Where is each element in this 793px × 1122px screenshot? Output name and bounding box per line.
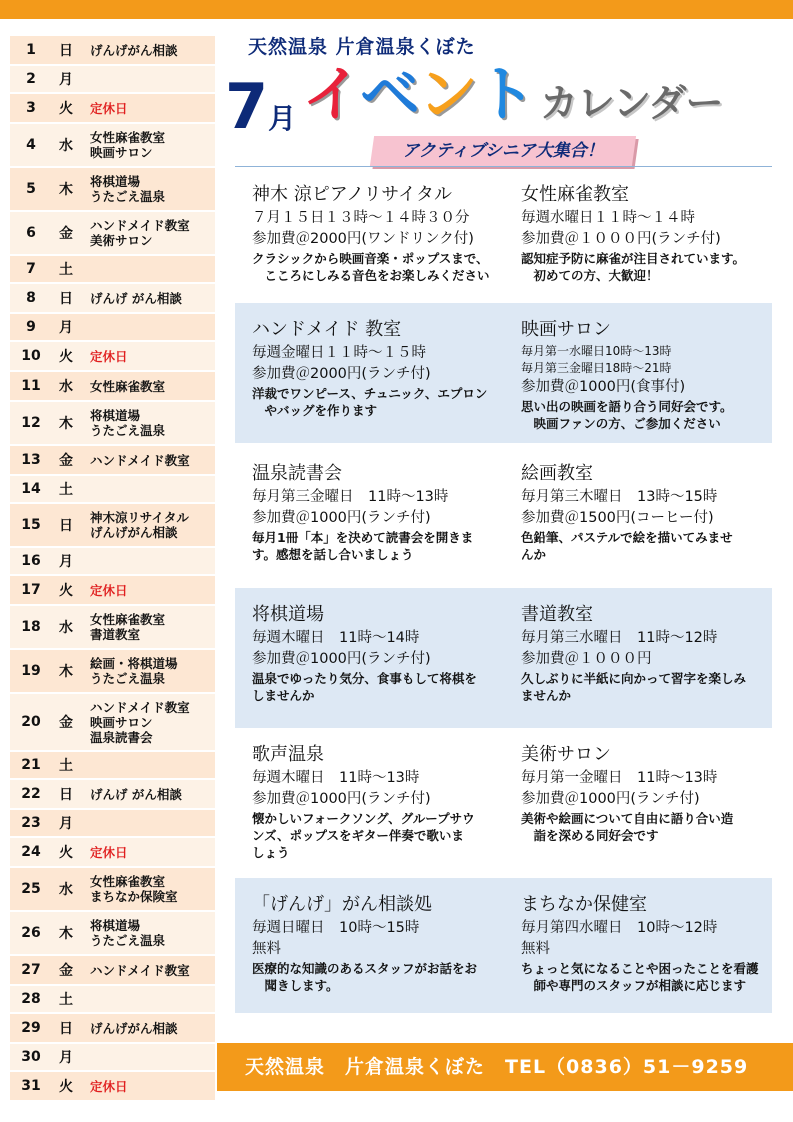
day-number: 27 [21, 962, 41, 978]
day-weekday: 木 [59, 664, 73, 680]
day-weekday: 火 [59, 845, 73, 861]
day-number: 23 [21, 815, 41, 831]
day-events [80, 694, 215, 750]
event-detail: 参加費＠1000円(ランチ付) [521, 791, 700, 807]
event-description: 懐かしいフォークソング、グループサウ [252, 811, 475, 826]
day-number: 15 [21, 517, 41, 533]
event-block [235, 878, 772, 1013]
day-events [80, 446, 215, 474]
event-detail: 無料 [521, 941, 550, 957]
event-description: しませんか [252, 688, 315, 703]
day-event-line: 定休日 [90, 844, 128, 860]
event-detail: 参加費＠1500円(コーヒー付) [521, 510, 714, 526]
event-detail: 毎週水曜日１１時～１４時 [521, 210, 695, 226]
day-event-line: 映画サロン [90, 145, 153, 160]
title-char: ン [418, 60, 476, 130]
event-detail: 参加費＠1000円(ランチ付) [252, 651, 431, 667]
banner-text: アクティブシニア大集合！ [402, 141, 604, 161]
day-event-line: 絵画・将棋道場 [90, 656, 178, 671]
day-event-line: 定休日 [90, 582, 128, 598]
day-number: 26 [21, 925, 41, 941]
event-detail: 毎月第三水曜日 11時～12時 [521, 630, 718, 646]
event-description: 詣を深める同好会です [521, 828, 659, 843]
calendar-row [10, 66, 215, 92]
calendar-row [10, 912, 215, 954]
day-event-line: 定休日 [90, 1078, 128, 1094]
day-number: 9 [26, 319, 36, 335]
footer-contact: 天然温泉 片倉温泉くぼた TEL（0836）51－9259 [245, 1056, 749, 1078]
calendar-row [10, 810, 215, 836]
calendar-row [10, 548, 215, 574]
event-card [252, 182, 507, 284]
event-card [252, 317, 507, 419]
event-detail: ７月１５日１３時～１４時３０分 [252, 210, 470, 226]
event-card [521, 182, 771, 284]
day-event-line: 定休日 [90, 348, 128, 364]
event-detail: 参加費＠2000円(ワンドリンク付) [252, 231, 474, 247]
day-weekday: 月 [59, 320, 73, 336]
event-card [521, 317, 771, 432]
day-events [80, 124, 215, 166]
event-description: 色鉛筆、パステルで絵を描いてみませ [521, 530, 733, 545]
day-number: 21 [21, 757, 41, 773]
event-name: 将棋道場 [252, 604, 324, 625]
day-events [80, 212, 215, 254]
day-weekday: 火 [59, 101, 73, 117]
calendar-list [10, 36, 215, 1102]
day-events [80, 752, 215, 778]
day-events [80, 476, 215, 502]
day-event-line: げんげがん相談 [90, 525, 178, 540]
calendar-row [10, 212, 215, 254]
event-description: ませんか [521, 688, 572, 703]
event-description: 認知症予防に麻雀が注目されています。 [521, 251, 746, 266]
day-number: 17 [21, 582, 41, 598]
event-description: 毎月1冊「本」を決めて読書会を開きま [252, 530, 474, 545]
month-unit: 月 [268, 102, 297, 135]
day-event-line: うたごえ温泉 [90, 933, 166, 948]
day-weekday: 水 [59, 882, 73, 898]
calendar-row [10, 1072, 215, 1100]
day-weekday: 月 [59, 554, 73, 570]
day-events [80, 256, 215, 282]
day-weekday: 日 [59, 43, 73, 59]
day-weekday: 日 [59, 291, 73, 307]
day-events [80, 912, 215, 954]
day-number: 5 [26, 181, 36, 197]
event-detail: 無料 [252, 941, 281, 957]
day-number: 12 [21, 415, 41, 431]
event-description: 思い出の映画を語り合う同好会です。 [521, 399, 733, 414]
event-name: 書道教室 [521, 604, 593, 625]
day-events [80, 284, 215, 312]
day-events [80, 36, 215, 64]
event-card [252, 602, 507, 704]
event-name: 美術サロン [521, 744, 611, 765]
calendar-row [10, 956, 215, 984]
event-description: 久しぶりに半紙に向かって習字を楽しみ [521, 671, 747, 686]
day-number: 4 [26, 137, 36, 153]
day-event-line: 美術サロン [90, 233, 153, 248]
day-event-line: 将棋道場 [90, 174, 141, 189]
event-description: 聞きします。 [252, 978, 339, 993]
calendar-row [10, 124, 215, 166]
event-description: んか [521, 547, 547, 562]
event-card [252, 461, 507, 563]
day-number: 31 [21, 1078, 41, 1094]
event-block [235, 588, 772, 728]
day-events [80, 94, 215, 122]
day-number: 28 [21, 991, 41, 1007]
day-number: 16 [21, 553, 41, 569]
day-events [80, 1014, 215, 1042]
event-name: 温泉読書会 [252, 463, 342, 484]
calendar-row [10, 476, 215, 502]
calendar-row [10, 752, 215, 778]
day-number: 14 [21, 481, 41, 497]
day-weekday: 月 [59, 72, 73, 88]
calendar-row [10, 694, 215, 750]
calendar-row [10, 606, 215, 648]
day-event-line: 女性麻雀教室 [90, 378, 166, 394]
day-events [80, 402, 215, 444]
calendar-row [10, 168, 215, 210]
header-subtitle: 天然温泉 片倉温泉くぼた [248, 36, 476, 58]
day-number: 7 [26, 261, 36, 277]
day-number: 18 [21, 619, 41, 635]
day-events [80, 868, 215, 910]
event-block [235, 303, 772, 443]
day-number: 10 [21, 348, 41, 364]
day-weekday: 木 [59, 416, 73, 432]
day-events [80, 838, 215, 866]
day-event-line: 将棋道場 [90, 408, 141, 423]
day-weekday: 水 [59, 138, 73, 154]
day-number: 24 [21, 844, 41, 860]
day-weekday: 月 [59, 816, 73, 832]
event-card [521, 892, 771, 994]
day-event-line: ハンドメイド教室 [90, 218, 190, 233]
day-weekday: 水 [59, 379, 73, 395]
event-description: す。感想を話し合いましょう [252, 547, 414, 562]
day-number: 1 [26, 42, 36, 58]
event-description: 師や専門のスタッフが相談に応じます [521, 978, 747, 993]
event-name: 絵画教室 [521, 463, 593, 484]
day-number: 30 [21, 1049, 41, 1065]
title-char: ベ [360, 60, 418, 130]
calendar-row [10, 504, 215, 546]
day-event-line: ハンドメイド教室 [90, 452, 190, 468]
event-description: 医療的な知識のあるスタッフがお話をお [252, 961, 478, 976]
event-detail: 参加費＠1000円(ランチ付) [252, 510, 431, 526]
event-description: 温泉でゆったり気分、食事もして将棋を [252, 671, 477, 686]
day-events [80, 810, 215, 836]
day-event-line: 将棋道場 [90, 918, 141, 933]
event-block [235, 730, 772, 870]
event-detail: 毎週木曜日 11時～13時 [252, 770, 420, 786]
day-number: 13 [21, 452, 41, 468]
event-detail: 参加費＠2000円(ランチ付) [252, 366, 431, 382]
day-weekday: 木 [59, 182, 73, 198]
calendar-row [10, 1044, 215, 1070]
day-events [80, 66, 215, 92]
event-detail: 参加費＠1000円(ランチ付) [252, 791, 431, 807]
event-description: クラシックから映画音楽・ポップスまで、 [252, 251, 489, 266]
event-description: ちょっと気になることや困ったことを看護 [521, 961, 759, 976]
event-description: 美術や絵画について自由に語り合い造 [521, 811, 734, 826]
day-event-line: 映画サロン [90, 714, 153, 730]
event-detail: 毎月第三木曜日 13時～15時 [521, 489, 718, 505]
day-events [80, 606, 215, 648]
day-weekday: 日 [59, 787, 73, 803]
day-number: 29 [21, 1020, 41, 1036]
day-number: 6 [26, 225, 36, 241]
event-card [252, 892, 507, 994]
day-event-line: ハンドメイド教室 [90, 962, 190, 978]
day-number: 2 [26, 71, 36, 87]
event-card [521, 602, 771, 704]
event-card [521, 461, 771, 563]
event-schedule: 毎月第三金曜日18時～21時 [521, 361, 672, 375]
event-description: 初めての方、大歓迎！ [521, 268, 659, 283]
calendar-row [10, 650, 215, 692]
event-block [235, 170, 772, 295]
top-accent-bar [0, 0, 793, 19]
calendar-row [10, 284, 215, 312]
day-weekday: 月 [59, 1050, 73, 1066]
calendar-row [10, 372, 215, 400]
day-event-line: 温泉読書会 [90, 729, 153, 745]
event-name: まちなか保健室 [521, 894, 647, 915]
event-fee: 参加費＠1000円(食事付) [521, 379, 686, 395]
day-number: 8 [26, 290, 36, 306]
day-number: 25 [21, 881, 41, 897]
event-detail: 毎月第三金曜日 11時～13時 [252, 489, 449, 505]
day-event-line: ハンドメイド教室 [90, 699, 190, 715]
day-weekday: 水 [59, 620, 73, 636]
event-description: やバッグを作ります [252, 403, 378, 418]
calendar-row [10, 838, 215, 866]
day-event-line: げんげがん相談 [90, 42, 178, 58]
title-char: イ [302, 60, 360, 130]
calendar-row [10, 94, 215, 122]
day-events [80, 576, 215, 604]
day-event-line: うたごえ温泉 [90, 671, 166, 686]
day-events [80, 504, 215, 546]
event-card [521, 742, 771, 844]
day-number: 19 [21, 663, 41, 679]
event-description: 映画ファンの方、ご参加ください [521, 416, 721, 431]
calendar-row [10, 868, 215, 910]
title-char: ト [476, 60, 534, 130]
day-event-line: 神木涼リサイタル [90, 510, 189, 525]
day-event-line: げんげ がん相談 [90, 290, 182, 306]
event-description: しょう [252, 845, 290, 860]
day-weekday: 金 [59, 715, 73, 731]
day-events [80, 342, 215, 370]
day-event-line: げんげがん相談 [90, 1020, 178, 1036]
event-description: こころにしみる音色をお楽しみください [252, 268, 490, 283]
day-number: 3 [26, 100, 36, 116]
event-description: 洋裁でワンピース、チュニック、エプロン [252, 386, 488, 401]
day-event-line: 定休日 [90, 100, 128, 116]
event-detail: 毎週木曜日 11時～14時 [252, 630, 420, 646]
event-description: ンズ、ポップスをギター伴奏で歌いま [252, 828, 464, 843]
day-weekday: 土 [59, 992, 73, 1008]
day-weekday: 金 [59, 453, 73, 469]
day-weekday: 火 [59, 349, 73, 365]
event-name: 「げんげ」がん相談処 [252, 894, 432, 915]
event-title [302, 62, 534, 128]
event-detail: 毎週金曜日１１時～１５時 [252, 345, 426, 361]
event-detail: 毎月第一金曜日 11時～13時 [521, 770, 718, 786]
day-weekday: 火 [59, 1079, 73, 1095]
day-event-line: げんげ がん相談 [90, 786, 182, 802]
event-name: 女性麻雀教室 [521, 184, 629, 205]
day-events [80, 314, 215, 340]
event-detail: 参加費＠１０００円(ランチ付) [521, 231, 721, 247]
event-schedule: 毎月第一水曜日10時～13時 [521, 344, 672, 358]
event-name: 歌声温泉 [252, 744, 324, 765]
day-weekday: 金 [59, 226, 73, 242]
day-event-line: うたごえ温泉 [90, 423, 166, 438]
event-name: ハンドメイド 教室 [252, 319, 402, 340]
day-events [80, 780, 215, 808]
day-events [80, 956, 215, 984]
day-event-line: 女性麻雀教室 [90, 130, 166, 145]
month-number: 7 [225, 70, 269, 143]
day-weekday: 火 [59, 583, 73, 599]
day-weekday: 土 [59, 482, 73, 498]
day-events [80, 650, 215, 692]
calendar-row [10, 986, 215, 1012]
event-detail: 参加費＠１０００円 [521, 651, 652, 667]
day-weekday: 金 [59, 963, 73, 979]
calendar-row [10, 402, 215, 444]
day-weekday: 日 [59, 518, 73, 534]
calendar-row [10, 314, 215, 340]
calendar-row [10, 36, 215, 64]
calendar-row [10, 576, 215, 604]
day-event-line: 女性麻雀教室 [90, 874, 166, 889]
calendar-row [10, 780, 215, 808]
day-weekday: 日 [59, 1021, 73, 1037]
day-event-line: 女性麻雀教室 [90, 612, 166, 627]
day-number: 11 [21, 378, 41, 394]
day-events [80, 986, 215, 1012]
day-events [80, 1044, 215, 1070]
day-events [80, 1072, 215, 1100]
day-weekday: 土 [59, 262, 73, 278]
calendar-row [10, 446, 215, 474]
calendar-row [10, 342, 215, 370]
event-name: 映画サロン [521, 319, 611, 340]
calendar-row [10, 1014, 215, 1042]
senior-banner [370, 136, 636, 166]
footer-bar [217, 1043, 793, 1091]
day-events [80, 372, 215, 400]
event-detail: 毎週日曜日 10時～15時 [252, 920, 420, 936]
day-events [80, 168, 215, 210]
month-label [225, 72, 296, 154]
day-event-line: まちなか保険室 [90, 889, 178, 904]
header-divider [235, 166, 772, 167]
day-number: 22 [21, 786, 41, 802]
event-card [252, 742, 507, 861]
event-block [235, 449, 772, 579]
day-event-line: 書道教室 [90, 627, 141, 642]
day-weekday: 木 [59, 926, 73, 942]
event-detail: 毎月第四水曜日 10時～12時 [521, 920, 718, 936]
calendar-title: カレンダー [540, 81, 723, 125]
day-weekday: 土 [59, 758, 73, 774]
event-name: 神木 涼ピアノリサイタル [252, 184, 452, 205]
day-number: 20 [21, 714, 41, 730]
calendar-row [10, 256, 215, 282]
day-event-line: うたごえ温泉 [90, 189, 166, 204]
day-events [80, 548, 215, 574]
